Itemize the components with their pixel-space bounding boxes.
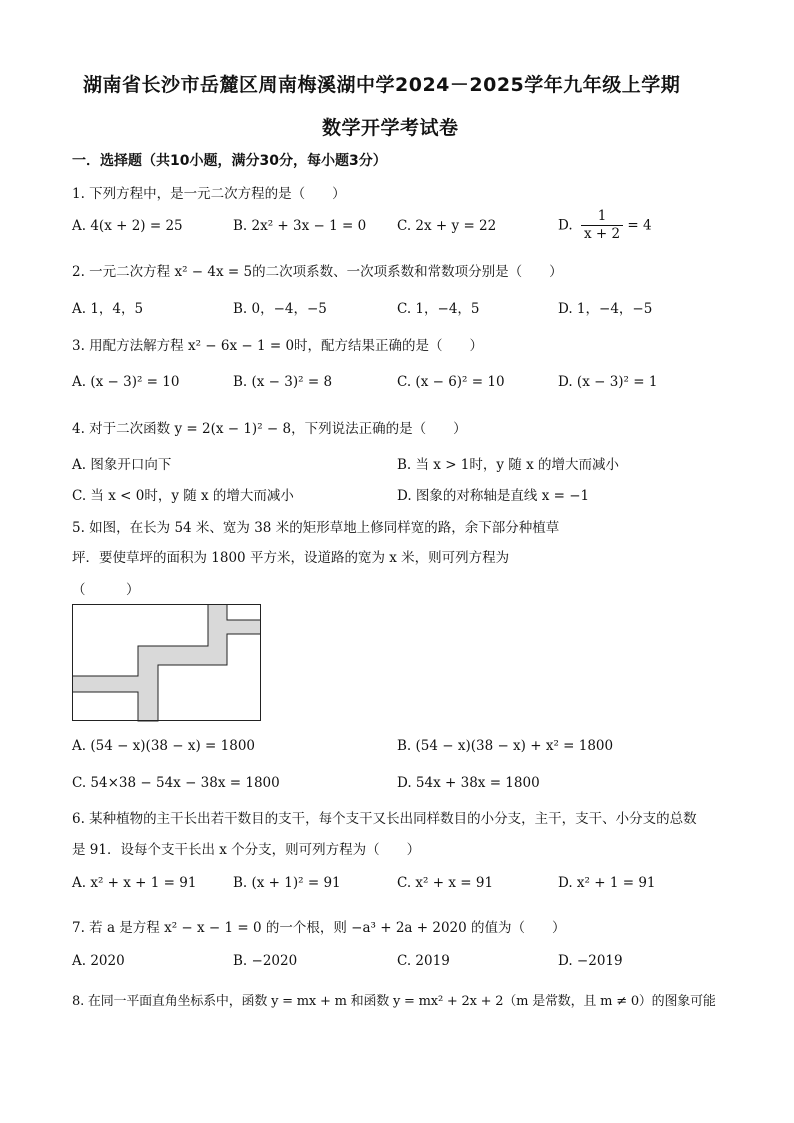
question-5-stem-line3: （ ） (72, 582, 140, 598)
q3-option-b: B. (x − 3)² = 8 (233, 374, 333, 390)
q2-option-a: A. 1，4，5 (72, 301, 144, 317)
question-7-stem: 7. 若 a 是方程 x² − x − 1 = 0 的一个根，则 −a³ + 2a + 2020 的值为（ ） (72, 920, 566, 936)
q1-option-d-numerator: 1 (581, 208, 623, 226)
section-heading: 一．选择题（共10小题，满分30分，每小题3分） (72, 153, 387, 169)
question-1-stem: 1. 下列方程中，是一元二次方程的是（ ） (72, 186, 346, 202)
q4-option-c: C. 当 x < 0时，y 随 x 的增大而减小 (72, 488, 294, 504)
q1-option-d-label: D. (558, 217, 573, 234)
q2-option-b: B. 0，−4，−5 (233, 301, 327, 317)
question-5-stem-line1: 5. 如图，在长为 54 米、宽为 38 米的矩形草地上修同样宽的路，余下部分种植草 (72, 520, 560, 536)
road-diagram (72, 604, 262, 722)
q5-option-c: C. 54×38 − 54x − 38x = 1800 (72, 775, 280, 791)
q1-option-d-fraction (581, 208, 623, 243)
q1-option-d-rhs: = 4 (627, 217, 652, 234)
document-title-line2: 数学开学考试卷 (322, 117, 459, 139)
q6-option-a: A. x² + x + 1 = 91 (72, 875, 197, 891)
question-6-stem-line2: 是 91．设每个支干长出 x 个分支，则可列方程为（ ） (72, 842, 421, 858)
q1-option-a: A. 4(x + 2) = 25 (72, 218, 183, 234)
q5-option-b: B. (54 − x)(38 − x) + x² = 1800 (397, 738, 614, 754)
q5-option-d: D. 54x + 38x = 1800 (397, 775, 540, 791)
q6-option-c: C. x² + x = 91 (397, 875, 494, 891)
q7-option-a: A. 2020 (72, 953, 125, 969)
q3-option-c: C. (x − 6)² = 10 (397, 374, 505, 390)
q1-option-d-denominator: x + 2 (583, 226, 621, 242)
q2-option-c: C. 1，−4，5 (397, 301, 480, 317)
q7-option-c: C. 2019 (397, 953, 450, 969)
question-8-stem: 8. 在同一平面直角坐标系中，函数 y = mx + m 和函数 y = mx² + 2x + 2（m 是常数，且 m ≠ 0）的图象可能 (72, 994, 716, 1009)
q1-option-d (558, 208, 652, 243)
q6-option-d: D. x² + 1 = 91 (558, 875, 656, 891)
q1-option-c: C. 2x + y = 22 (397, 218, 497, 234)
q5-option-a: A. (54 − x)(38 − x) = 1800 (72, 738, 256, 754)
q2-option-d: D. 1，−4，−5 (558, 301, 653, 317)
question-4-stem: 4. 对于二次函数 y = 2(x − 1)² − 8，下列说法正确的是（ ） (72, 421, 467, 437)
question-5-stem-line2: 坪．要使草坪的面积为 1800 平方米，设道路的宽为 x 米，则可列方程为 (72, 550, 510, 566)
q6-option-b: B. (x + 1)² = 91 (233, 875, 341, 891)
question-2-stem: 2. 一元二次方程 x² − 4x = 5的二次项系数、一次项系数和常数项分别是（ ） (72, 264, 563, 280)
q4-option-b: B. 当 x > 1时，y 随 x 的增大而减小 (397, 457, 620, 473)
q4-option-d: D. 图象的对称轴是直线 x = −1 (397, 488, 590, 504)
q3-option-d: D. (x − 3)² = 1 (558, 374, 658, 390)
q7-option-b: B. −2020 (233, 953, 298, 969)
q7-option-d: D. −2019 (558, 953, 623, 969)
document-title-line1: 湖南省长沙市岳麓区周南梅溪湖中学2024－2025学年九年级上学期 (83, 74, 681, 96)
question-6-stem-line1: 6. 某种植物的主干长出若干数目的支干，每个支干又长出同样数目的小分支，主干，支干、小分支的总数 (72, 811, 697, 827)
q1-option-b: B. 2x² + 3x − 1 = 0 (233, 218, 367, 234)
question-3-stem: 3. 用配方法解方程 x² − 6x − 1 = 0时，配方结果正确的是（ ） (72, 338, 484, 354)
q4-option-a: A. 图象开口向下 (72, 457, 172, 473)
q3-option-a: A. (x − 3)² = 10 (72, 374, 180, 390)
